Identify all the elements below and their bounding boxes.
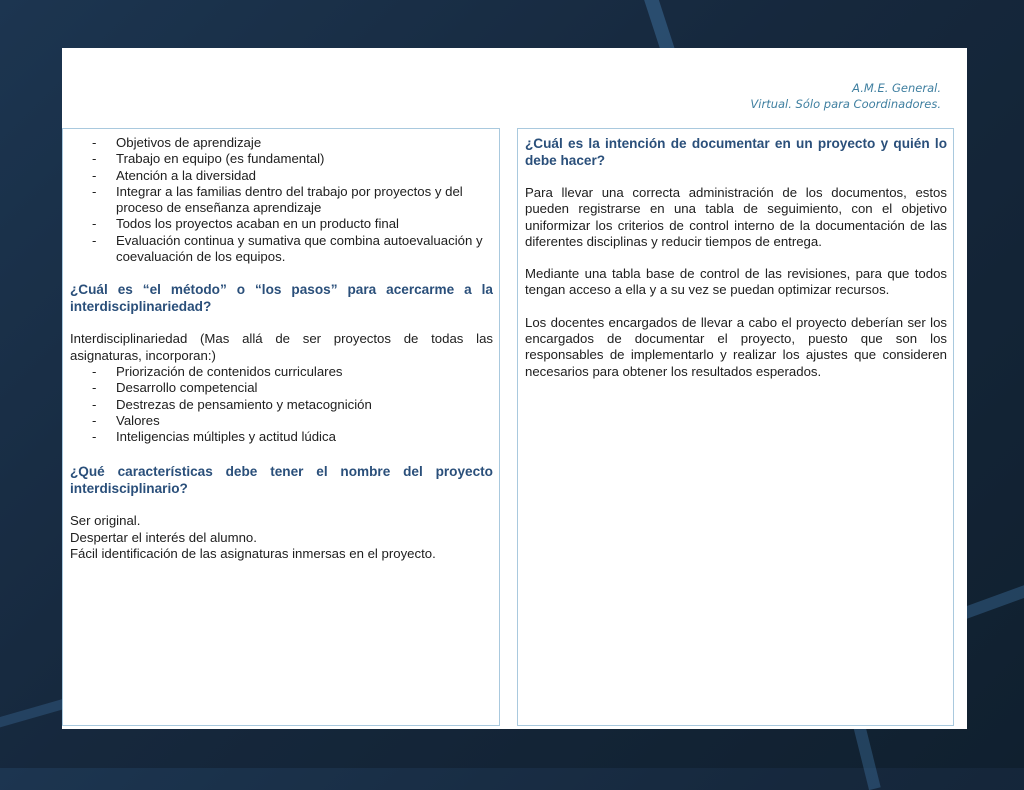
answer-line: Fácil identificación de las asignaturas inmersas en el proyecto. <box>70 546 436 562</box>
paragraph-2: Mediante una tabla base de control de las revisiones, para que todos tengan acceso a ella y a su vez se puedan optimizar recursos. <box>525 266 947 298</box>
brand-line-1: A.M.E. General. <box>852 81 941 95</box>
list-item: - Todos los proyectos acaban en un producto final <box>70 216 493 232</box>
list-item: - Priorización de contenidos curriculares <box>70 364 493 380</box>
right-column <box>517 128 954 726</box>
slide <box>62 48 967 729</box>
list-item: - Atención a la diversidad <box>70 168 493 184</box>
list-item: - Trabajo en equipo (es fundamental) <box>70 151 493 167</box>
list-item: - Desarrollo competencial <box>70 380 493 396</box>
incorporations-list <box>70 364 493 445</box>
question-documentation: ¿Cuál es la intención de documentar en un proyecto y quién lo debe hacer? <box>525 136 947 168</box>
list-item: - Integrar a las familias dentro del trabajo por proyectos y del proceso de enseñanza aprendizaje <box>70 184 493 217</box>
brand-line-2: Virtual. Sólo para Coordinadores. <box>750 97 941 111</box>
paragraph-1: Para llevar una correcta administración de los documentos, estos pueden registrarse en una tabla de seguimiento, con el objetivo uniformizar los criterios de control interno de la documentación de las diferentes disciplinas y reducir tiempos de entrega. <box>525 185 947 249</box>
interdisciplinary-intro: Interdisciplinariedad (Mas allá de ser proyectos de todas las asignaturas, incorporan:) <box>70 331 493 363</box>
paragraph-3: Los docentes encargados de llevar a cabo el proyecto deberían ser los encargados de documentar el proyecto, puesto que son los responsables de implementarlo y realizar los ajustes que consideren necesarios para obtener los resultados esperados. <box>525 314 947 379</box>
list-item: - Destrezas de pensamiento y metacognición <box>70 397 493 413</box>
header-brand <box>750 80 941 112</box>
list-item: - Objetivos de aprendizaje <box>70 135 493 151</box>
list-item: - Valores <box>70 413 493 429</box>
answer-line: Ser original. <box>70 513 141 529</box>
list-item: - Inteligencias múltiples y actitud lúdica <box>70 429 493 445</box>
question-method: ¿Cuál es “el método” o “los pasos” para acercarme a la interdisciplinariedad? <box>70 282 493 315</box>
list-item: - Evaluación continua y sumativa que combina autoevaluación y coevaluación de los equipos. <box>70 233 493 266</box>
question-project-name: ¿Qué características debe tener el nombre del proyecto interdisciplinario? <box>70 464 493 497</box>
left-column <box>62 128 500 726</box>
answer-line: Despertar el interés del alumno. <box>70 529 257 545</box>
objectives-list <box>70 135 493 265</box>
